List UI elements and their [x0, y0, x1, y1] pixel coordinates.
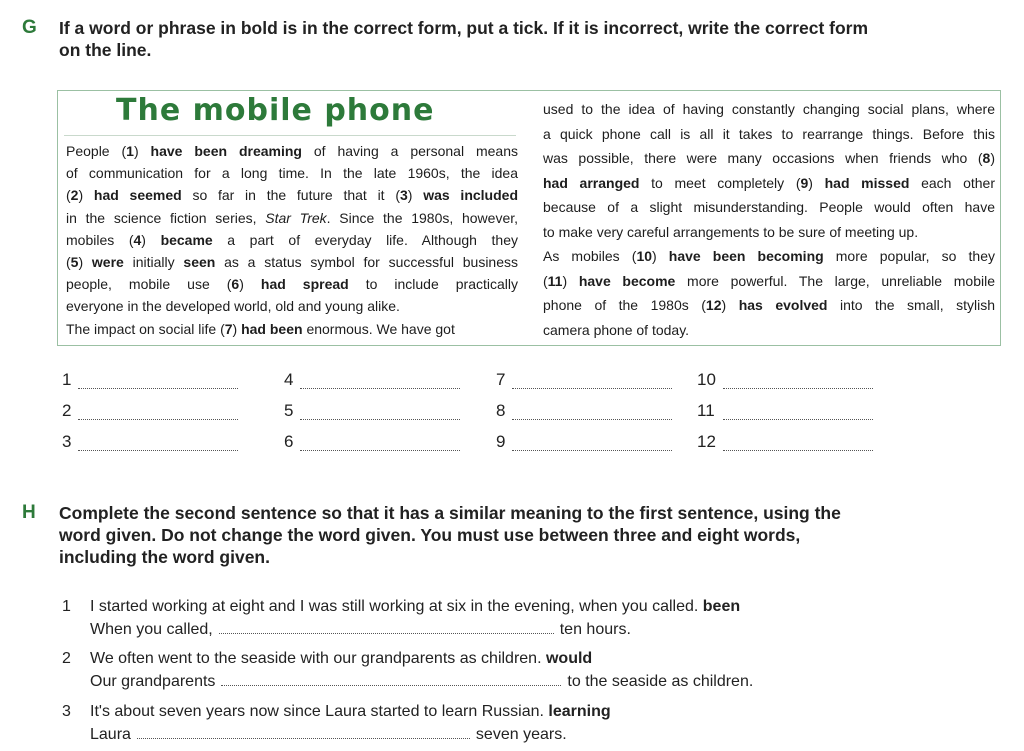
- answer-line-12[interactable]: [723, 450, 873, 451]
- answer-number: 3: [62, 432, 72, 451]
- text-run: in the science fiction series,: [66, 209, 266, 226]
- text-run: . Since the 1980s, however,: [326, 209, 519, 226]
- text-run: initially: [123, 254, 184, 270]
- item-number: 2: [62, 650, 71, 667]
- item-number: 1: [62, 598, 71, 615]
- item-number: 3: [62, 703, 71, 720]
- text-run: (: [66, 254, 71, 270]
- answer-line-7[interactable]: [512, 388, 672, 389]
- mobile-phone-text-box: [57, 90, 1001, 346]
- text-run: (: [66, 187, 71, 204]
- text-run: People (: [66, 143, 127, 159]
- text-line: [543, 97, 995, 121]
- answer-line-9[interactable]: [512, 450, 672, 451]
- g-line: If a word or phrase in bold is in the correct form, put a tick. If it is incorrect, write the correct form: [59, 18, 869, 38]
- text-run: (: [543, 272, 548, 289]
- bold-phrase: 1: [126, 143, 134, 159]
- text-run: The impact on social life (: [66, 320, 225, 337]
- text-run: more popular, so they: [823, 248, 996, 264]
- bold-phrase: were: [91, 254, 124, 270]
- text-run: a quick phone call is all it takes to rearrange things. Before this: [543, 125, 995, 142]
- box-title: The mobile phone: [116, 93, 435, 128]
- original-sentence: [90, 598, 740, 616]
- answer-number: 6: [284, 432, 294, 451]
- bold-phrase: had spread: [260, 276, 349, 293]
- text-line: [66, 161, 518, 185]
- text-run: enormous. We have got: [302, 320, 455, 337]
- g-line: on the line.: [59, 40, 152, 60]
- answer-gap-1[interactable]: [219, 623, 554, 634]
- section-g-letter: G: [22, 17, 37, 38]
- bold-phrase: 7: [224, 320, 233, 337]
- bold-phrase: 10: [636, 248, 653, 264]
- text-run: camera phone of today.: [543, 321, 690, 338]
- sentence-text: We often went to the seaside with our grandparents as children.: [90, 650, 546, 667]
- text-run: to make very careful arrangements to be sure of meeting up.: [543, 223, 919, 240]
- bold-phrase: had seemed: [93, 187, 182, 204]
- bold-phrase: 12: [705, 297, 722, 313]
- section-h-instruction: [59, 502, 841, 568]
- text-run: phone of the 1980s (: [543, 297, 706, 313]
- text-line: [543, 122, 995, 146]
- text-run: ): [407, 187, 424, 204]
- bold-phrase: became: [160, 231, 213, 248]
- text-line: [543, 269, 995, 293]
- bold-phrase: 3: [400, 187, 408, 204]
- answer-line-10[interactable]: [723, 388, 873, 389]
- bold-phrase: seen: [183, 254, 216, 270]
- bold-phrase: 2: [70, 187, 79, 204]
- rewrite-sentence: [90, 673, 753, 691]
- text-line: [66, 183, 518, 207]
- answer-number: 10: [697, 370, 716, 389]
- h-line: including the word given.: [59, 547, 270, 567]
- answer-line-3[interactable]: [78, 450, 238, 451]
- answer-line-11[interactable]: [723, 419, 873, 420]
- answer-number: 11: [697, 401, 715, 420]
- bold-phrase: have become: [578, 272, 676, 289]
- text-run: mobiles (: [66, 231, 134, 248]
- answer-number: 8: [496, 401, 506, 420]
- text-run: to meet completely (: [639, 174, 801, 191]
- answer-line-2[interactable]: [78, 419, 238, 420]
- h-line: Complete the second sentence so that it has a similar meaning to the first sentence, using the: [59, 503, 841, 523]
- text-line: [66, 228, 518, 252]
- text-run: so far in the future that it (: [181, 187, 400, 204]
- text-run: Star Trek: [265, 209, 327, 226]
- text-run: As mobiles (: [543, 248, 637, 264]
- answer-number: 9: [496, 432, 506, 451]
- original-sentence: [90, 650, 592, 668]
- answer-number: 12: [697, 432, 716, 451]
- sentence-text: I started working at eight and I was still working at six in the evening, when you called.: [90, 598, 703, 615]
- text-run: to include practically: [348, 276, 518, 293]
- section-h-letter: H: [22, 502, 36, 523]
- answer-line-4[interactable]: [300, 388, 460, 389]
- sentence-end: ten hours.: [559, 621, 631, 638]
- text-line: [543, 318, 689, 342]
- text-run: because of a slight misunderstanding. People would often have: [543, 199, 995, 215]
- text-line: [66, 317, 455, 341]
- answer-number: 4: [284, 370, 294, 389]
- answer-line-5[interactable]: [300, 419, 460, 420]
- text-run: ): [141, 231, 161, 248]
- text-run: ): [232, 320, 242, 337]
- sentence-text: It's about seven years now since Laura started to learn Russian.: [90, 703, 549, 720]
- bold-phrase: has evolved: [738, 297, 828, 313]
- text-run: ): [721, 297, 739, 313]
- bold-phrase: have been dreaming: [150, 143, 302, 159]
- title-divider: [64, 135, 516, 136]
- text-run: more powerful. The large, unreliable mobile: [675, 272, 996, 289]
- section-g-instruction: [59, 17, 868, 61]
- bold-phrase: 5: [70, 254, 79, 270]
- text-run: everyone in the developed world, old and young alike.: [66, 298, 400, 315]
- text-run: used to the idea of having constantly changing social plans, where: [543, 101, 995, 117]
- bold-phrase: was included: [423, 187, 518, 204]
- text-line: [66, 250, 518, 274]
- text-run: of communication for a long time. In the late 1960s, the idea: [66, 165, 518, 182]
- text-line: [66, 206, 518, 230]
- text-line: [543, 195, 995, 219]
- key-word: been: [702, 598, 741, 615]
- answer-gap-3[interactable]: [137, 728, 470, 739]
- sentence-start: When you called,: [90, 621, 213, 638]
- text-run: of having a personal means: [301, 143, 518, 159]
- key-word: learning: [548, 703, 611, 720]
- sentence-start: Our grandparents: [90, 673, 216, 690]
- text-run: as a status symbol for successful business: [215, 254, 519, 270]
- text-line: [543, 171, 995, 195]
- bold-phrase: had been: [241, 320, 303, 337]
- h-line: word given. Do not change the word given. You must use between three and eight words,: [59, 525, 801, 545]
- bold-phrase: had arranged: [543, 174, 640, 191]
- text-run: ): [562, 272, 579, 289]
- text-line: [66, 139, 518, 163]
- text-run: was possible, there were many occasions when friends who (: [543, 150, 983, 166]
- bold-phrase: 9: [800, 174, 809, 191]
- text-line: [543, 220, 918, 244]
- sentence-end: seven years.: [475, 726, 567, 743]
- bold-phrase: 6: [231, 276, 240, 293]
- text-run: into the small, stylish: [827, 297, 995, 313]
- text-run: a part of everyday life. Although they: [212, 231, 518, 248]
- text-run: ): [78, 187, 94, 204]
- text-line: [66, 294, 400, 318]
- answer-number: 5: [284, 401, 294, 420]
- text-run: ): [808, 174, 825, 191]
- answer-number: 1: [62, 370, 72, 389]
- text-line: [543, 244, 995, 268]
- text-line: [543, 146, 995, 170]
- text-run: ): [239, 276, 261, 293]
- bold-phrase: 8: [982, 150, 991, 166]
- text-run: ): [78, 254, 92, 270]
- text-run: ): [133, 143, 151, 159]
- sentence-end: to the seaside as children.: [567, 673, 754, 690]
- answer-number: 7: [496, 370, 506, 389]
- sentence-start: Laura: [90, 726, 131, 743]
- key-word: would: [545, 650, 593, 667]
- answer-line-1[interactable]: [78, 388, 238, 389]
- text-run: people, mobile use (: [66, 276, 232, 293]
- rewrite-sentence: [90, 726, 567, 744]
- answer-gap-2[interactable]: [221, 675, 561, 686]
- text-run: each other: [909, 174, 995, 191]
- bold-phrase: 11: [547, 272, 563, 289]
- bold-phrase: 4: [133, 231, 142, 248]
- bold-phrase: had missed: [824, 174, 910, 191]
- text-run: ): [990, 150, 995, 166]
- text-line: [543, 293, 995, 317]
- text-run: ): [652, 248, 669, 264]
- bold-phrase: have been becoming: [668, 248, 824, 264]
- rewrite-sentence: [90, 621, 631, 639]
- answer-number: 2: [62, 401, 72, 420]
- text-line: [66, 272, 518, 296]
- original-sentence: [90, 703, 611, 721]
- answer-line-6[interactable]: [300, 450, 460, 451]
- answer-line-8[interactable]: [512, 419, 672, 420]
